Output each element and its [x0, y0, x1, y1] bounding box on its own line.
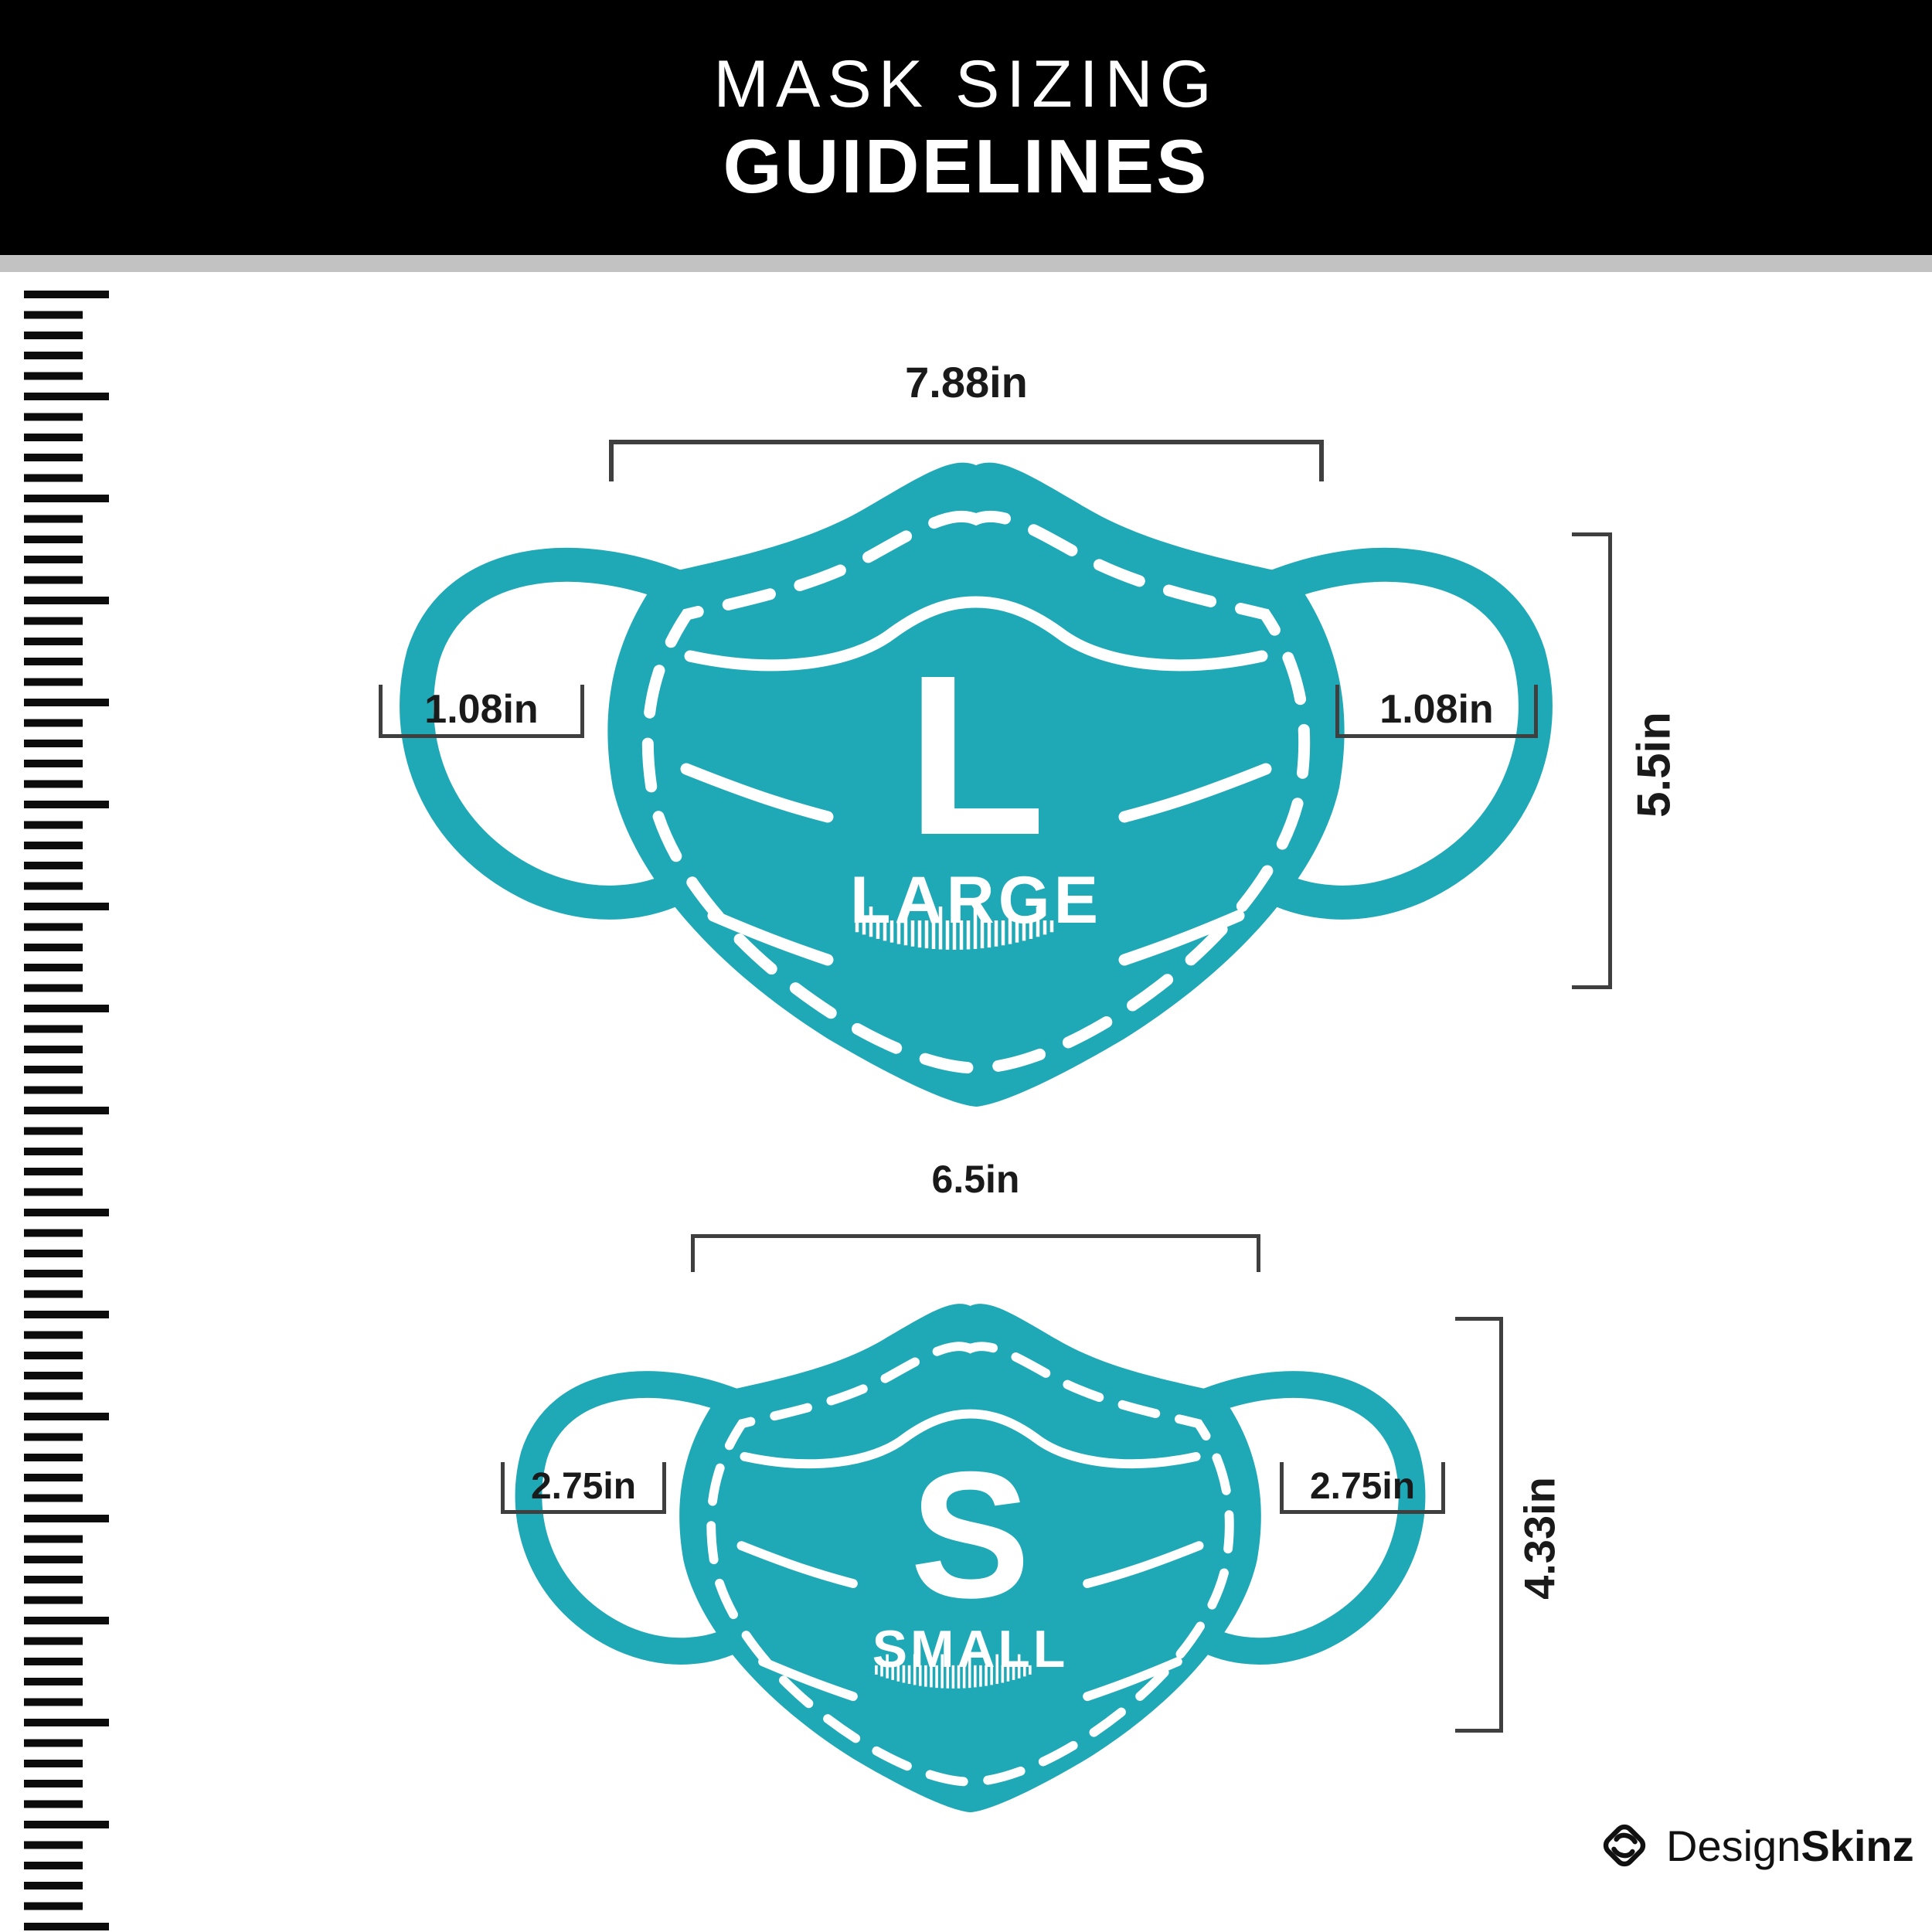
brand-name-bold: Skinz [1801, 1821, 1914, 1870]
small-height-dimension-label: 4.33in [1515, 1477, 1564, 1600]
ruler-major-ticks [24, 291, 109, 1932]
small-right-ear-dimension-box [1280, 1462, 1445, 1514]
large-left-ear-label: 1.08in [424, 687, 539, 732]
designskinz-diamond-s-icon [1594, 1815, 1655, 1876]
brand-name-regular: Design [1666, 1821, 1801, 1870]
large-mask-illustration [381, 454, 1571, 1118]
header-title-line2: GUIDELINES [723, 124, 1209, 209]
large-width-dimension-label: 7.88in [905, 358, 1028, 406]
large-height-dimension-bracket [1572, 532, 1612, 989]
large-right-ear-label: 1.08in [1379, 687, 1494, 732]
header-banner [0, 0, 1932, 255]
small-left-ear-dimension-box [501, 1462, 666, 1514]
large-mask-size-name: LARGE [850, 863, 1102, 937]
brand-logo [1594, 1815, 1914, 1876]
large-height-dimension-label: 5.5in [1628, 712, 1680, 818]
small-mask-illustration [500, 1297, 1440, 1821]
large-left-ear-dimension-box [379, 685, 584, 738]
divider-bar [0, 255, 1932, 272]
small-left-ear-label: 2.75in [530, 1465, 637, 1507]
brand-name [1666, 1821, 1914, 1871]
measuring-ruler-icon [24, 291, 109, 1932]
small-mask-letter: S [910, 1434, 1031, 1636]
large-right-ear-dimension-box [1335, 685, 1538, 738]
small-width-dimension-label: 6.5in [931, 1158, 1020, 1201]
small-width-dimension-bracket [691, 1234, 1260, 1272]
small-right-ear-label: 2.75in [1309, 1465, 1416, 1507]
large-mask-letter: L [906, 628, 1046, 883]
small-mask-size-name: SMALL [872, 1621, 1069, 1679]
small-height-dimension-bracket [1455, 1317, 1503, 1733]
header-title-line1: MASK SIZING [713, 47, 1219, 121]
